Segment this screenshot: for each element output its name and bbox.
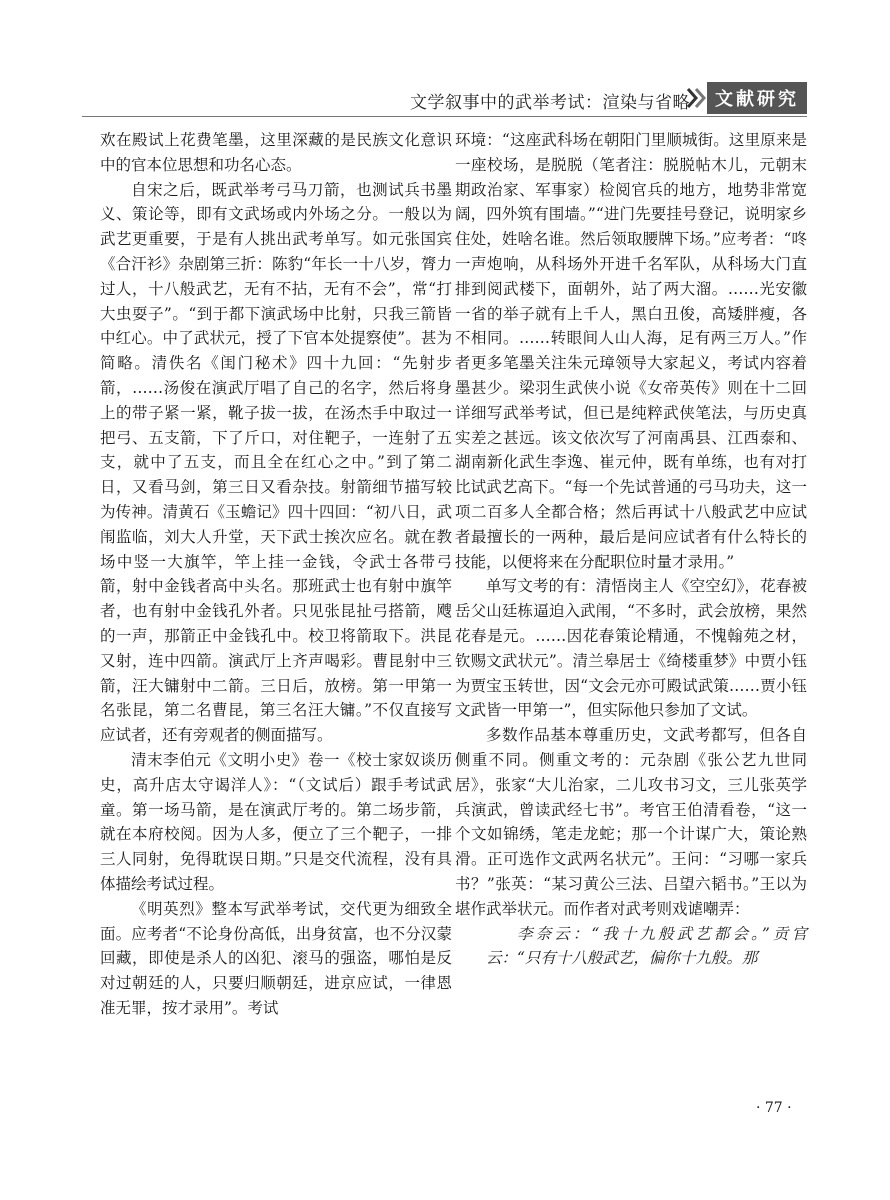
- paragraph: 单写文考的有：清悟岗主人《空空幻》，花春被岳父山廷栋逼迫入武闱，“不多时，武会放榜，果然花春是元。……因花春策论精通，不愧翰苑之材，钦赐文武状元”。清兰皋居士《绮楼重梦》中贾小钰为贾宝玉转世，因“文会元亦可殿试武策……贾小钰文武皆一甲第一”，但实际他只参加了文试。: [455, 577, 807, 720]
- paragraph: 《明英烈》整本写武举考试，交代更为细致全面。应考者“不论身份高低，出身贫富，也不分汉蒙回藏，即使是杀人的凶犯、滚马的强盗，哪怕是反对过朝廷的人，只要归顺朝廷，进京应试，一律恩准无罪，按才录用”。考试: [100, 899, 452, 1017]
- header-divider: [82, 116, 807, 117]
- paragraph: 清末李伯元《文明小史》卷一《校士家奴谈历史，高升店太守谒洋人》：“（文试后）跟手考试武童。第一场马箭，是在演武厅考的。第二场步箭，就在本府校阅。因为人多，便立了三个靶子，一排三人同射，免得耽误日期。”只是交代流程，没有具体描绘考试过程。: [100, 750, 452, 893]
- section-title: 文学叙事中的武举考试：渲染与省略: [410, 93, 690, 113]
- paragraph: 多数作品基本尊重历史，文武考都写，但各自侧重不同。侧重文考的：元杂剧《张公艺九世同居》，张家“大儿治家，二儿攻书习文，三儿张英学兵演武，曾读武经七书”。考官王伯清看卷，“这一个文如锦绣，笔走龙蛇；那一个计谋广大，策论熟滑。正可选作文武两名状元”。王问：“习哪一家兵书？”张英：“某习黄公三法、吕望六韬书。”王以为堪作武举状元。而作者对武考则戏谑嘲弄：: [455, 726, 807, 918]
- double-chevron-right-icon: [686, 86, 708, 110]
- block-quote: 李奈云：“我十九般武艺都会。”贡官云：“只有十八般武艺，偏你十九般。那: [486, 924, 807, 968]
- page-number: · 77 ·: [756, 1100, 792, 1116]
- left-column: [100, 128, 452, 1021]
- section-tag: 文献研究: [707, 82, 807, 114]
- right-column: [455, 128, 807, 971]
- paragraph: 欢在殿试上花费笔墨，这里深藏的是民族文化意识中的官本位思想和功名心态。: [100, 131, 452, 174]
- paragraph: 环境：“这座武科场在朝阳门里顺城街。这里原来是一座校场，是脱脱（笔者注：脱脱帖木儿，元朝末期政治家、军事家）检阅官兵的地方，地势非常宽阔，四外筑有围墙。”“进门先要挂号登记，说明家乡住处，姓啥名谁。然后领取腰牌下场。”应考者：“咚一声炮响，从科场外开进千名军队，从科场大门直排到阅武楼下，面朝外，站了两大溜。……光安徽一省的举子就有上千人，黑白丑俊，高矮胖瘦，各不相同。……转眼间人山人海，足有两三万人。”作者更多笔墨关注朱元璋领导大家起义，考试内容着墨甚少。梁羽生武侠小说《女帝英传》则在十二回详细写武举考试，但已是纯粹武侠笔法，与历史真实差之甚远。该文依次写了河南禹县、江西泰和、湖南新化武生李逸、崔元仲，既有单练，也有对打比试武艺高下。“每一个先试普通的弓马功夫，这一项二百多人全都合格；然后再试十八般武艺中应试者最擅长的一两种，最后是问应试者有什么特长的技能，以便将来在分配职位时量才录用。”: [455, 131, 807, 571]
- paragraph: 自宋之后，既武举考弓马刀箭，也测试兵书墨义、策论等，即有文武场或内外场之分。一般以为武艺更重要，于是有人挑出武考单写。如元张国宾《合汗衫》杂剧第三折：陈豹“年长一十八岁，膂力过人，十八般武艺，无有不拈，无有不会”，常“打大虫耍子”。“到于都下演武场中比射，只我三箭皆中红心。中了武状元，授了下官本处提察使”。甚为简略。清佚名《闺门秘术》四十九回：“先射步箭，……汤俊在演武厅唱了自己的名字，然后将身上的带子紧一紧，靴子拔一拔，在汤杰手中取过一把弓、五支箭，下了斤口，对住靶子，一连射了五支，就中了五支，而且全在红心之中。”到了第二日，又看马剑，第三日又看杂技。射箭细节描写较为传神。清黄石《玉蟾记》四十四回：“初八日，武闱监临，刘大人升堂，天下武士挨次应名。就在教场中竖一大旗竿，竿上挂一金钱，令武士各带弓箭，射中金钱者高中头名。那班武士也有射中旗竿者，也有射中金钱孔外者。只见张昆扯弓搭箭，飕的一声，那箭正中金钱孔中。校卫将箭取下。洪昆又射，连中四箭。演武厅上齐声喝彩。曹昆射中三箭，汪大镛射中二箭。三日后，放榜。第一甲第一名张昆，第二名曹昆，第三名汪大镛。”不仅直接写应试者，还有旁观者的侧面描写。: [100, 180, 452, 745]
- running-header: [0, 0, 890, 120]
